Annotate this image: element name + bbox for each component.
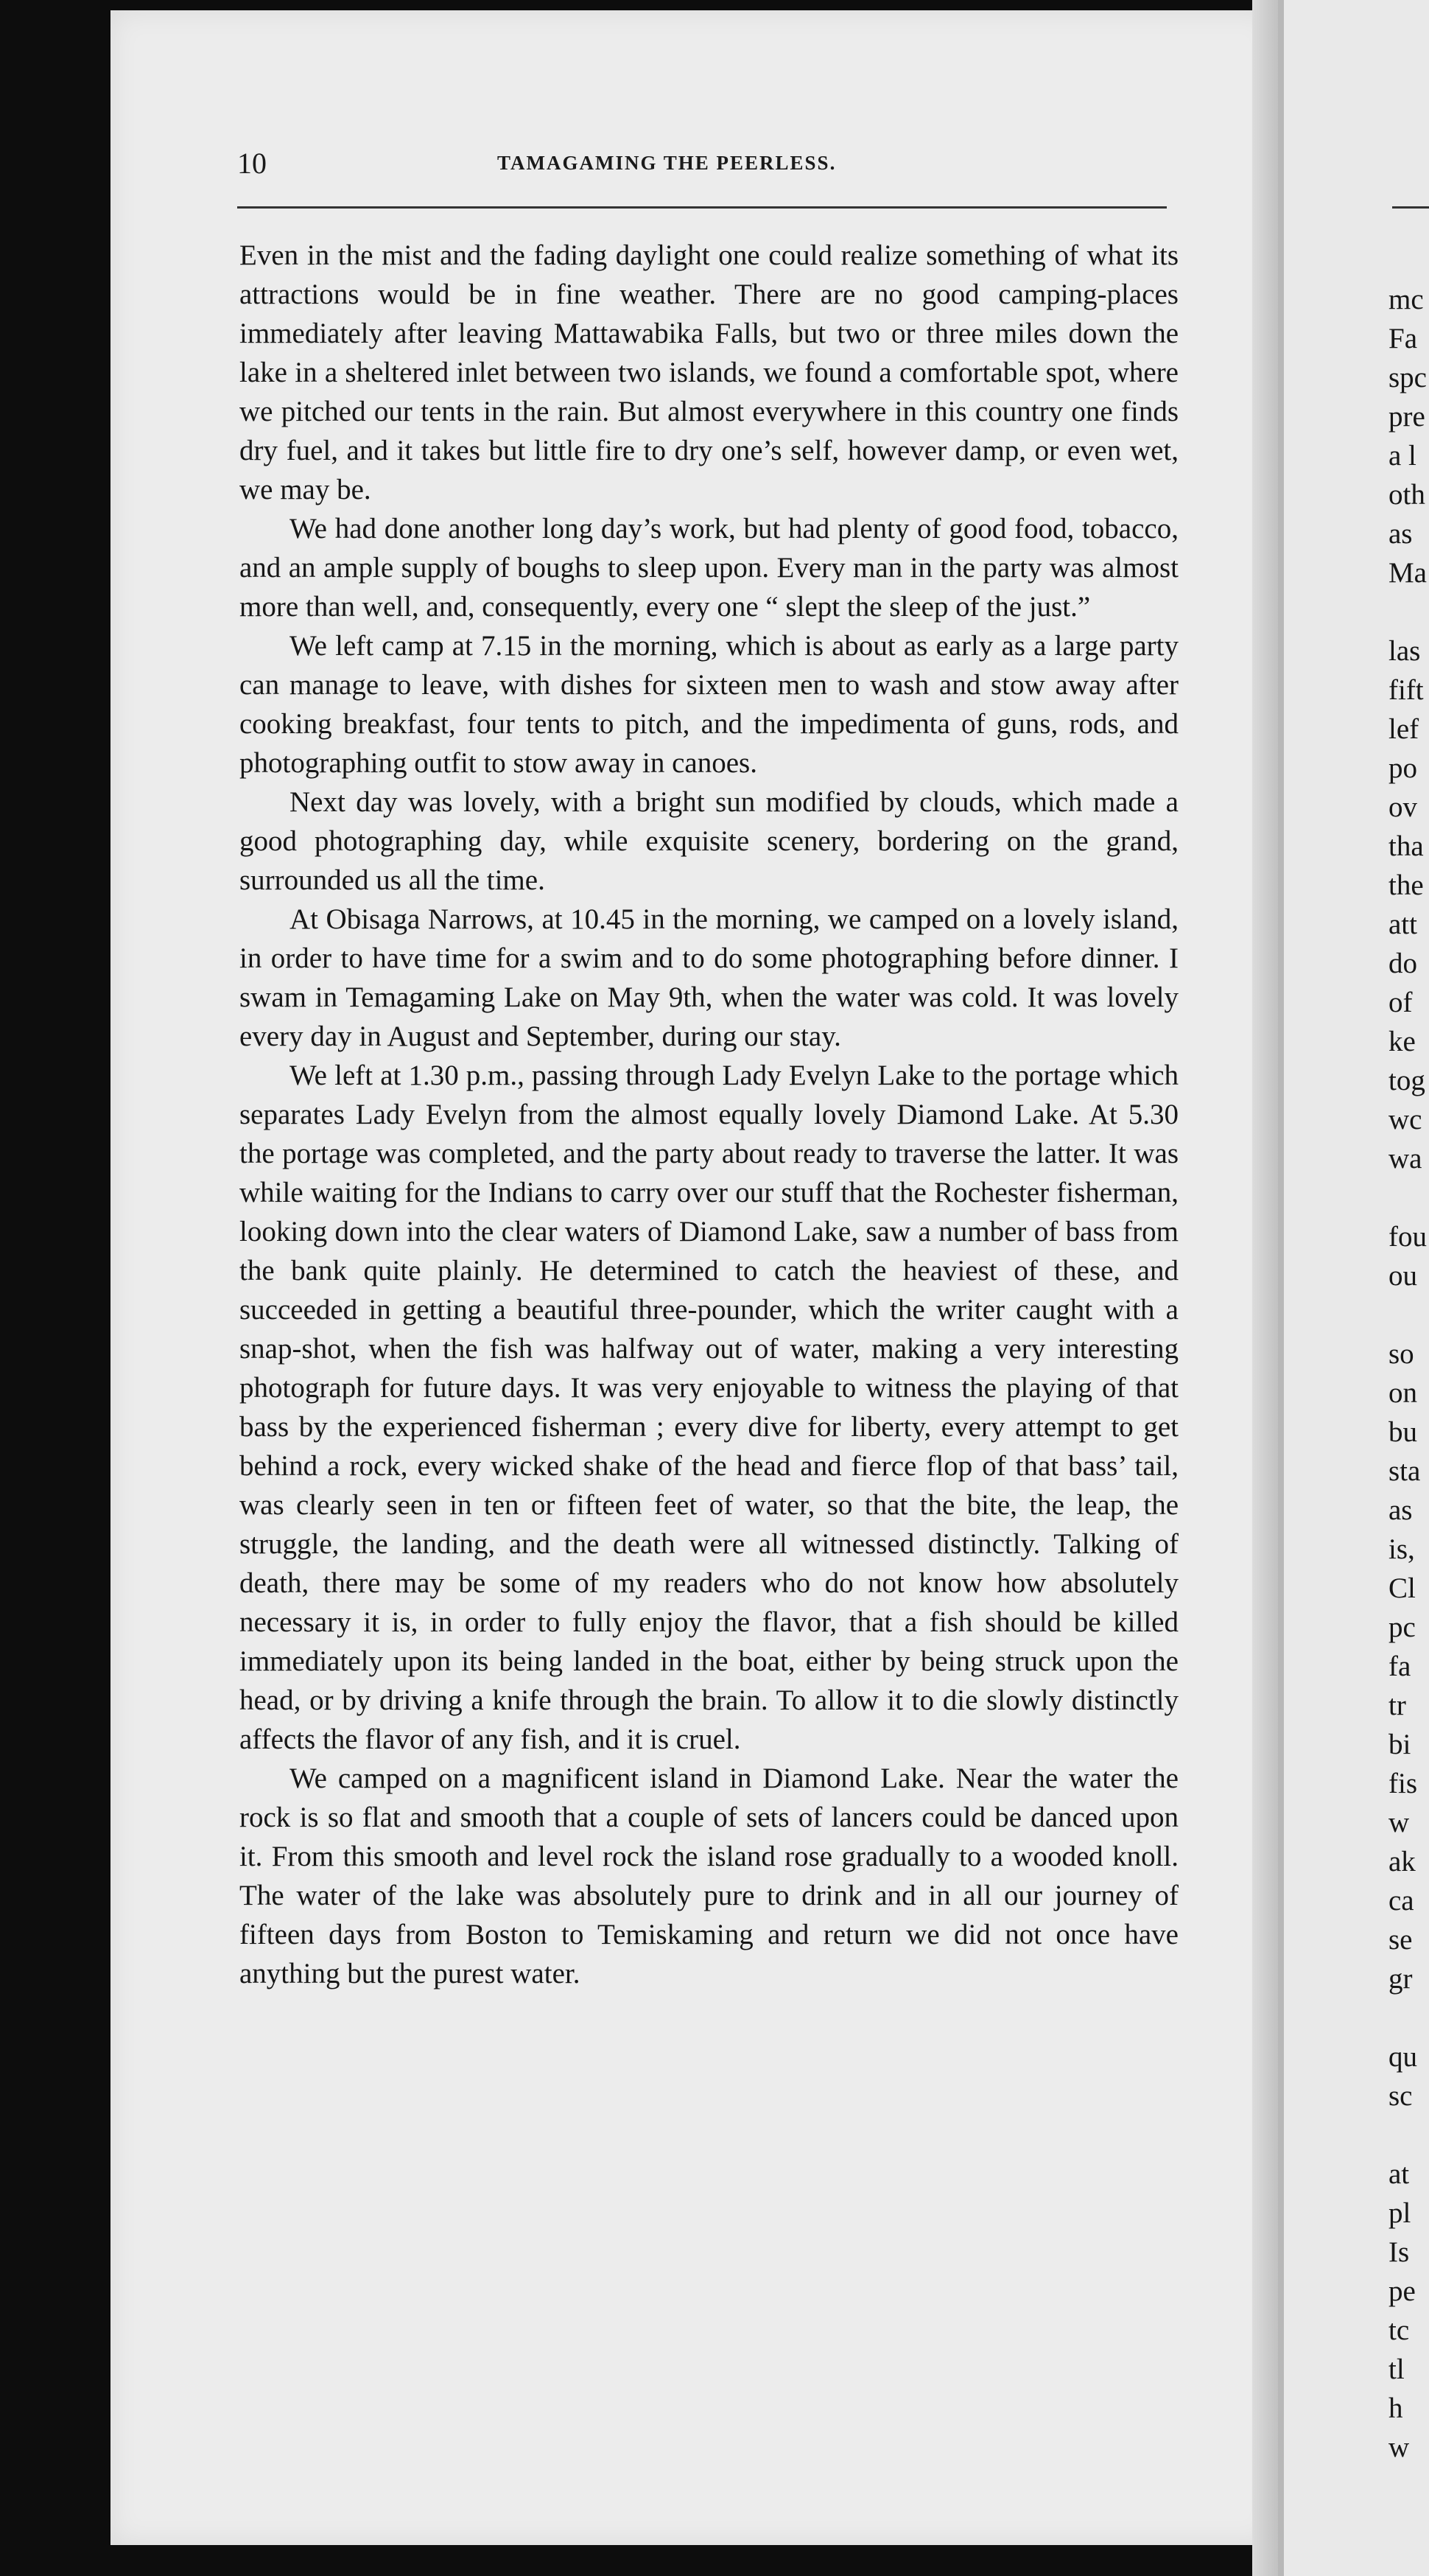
facing-line-fragment: Is — [1388, 2236, 1410, 2268]
facing-line-fragment: att — [1388, 909, 1417, 940]
facing-line-fragment — [1388, 592, 1429, 631]
facing-line-fragment: sc — [1388, 2080, 1413, 2112]
facing-line-fragment: fis — [1388, 1768, 1417, 1799]
paragraph: Next day was lovely, with a bright sun modified by clouds, which made a good photographing day, while exquisite scenery, bordering on the grand, surrounded us all the time. — [239, 786, 1179, 896]
gutter — [1278, 0, 1284, 2576]
binding-shadow — [1252, 0, 1282, 2576]
facing-line-fragment: is, — [1388, 1533, 1415, 1565]
facing-line-fragment: pre — [1388, 401, 1425, 433]
facing-line-fragment — [1388, 1998, 1429, 2037]
facing-line-fragment: at — [1388, 2158, 1410, 2190]
facing-line-fragment: pe — [1388, 2275, 1416, 2307]
facing-line-fragment: ca — [1388, 1885, 1414, 1917]
facing-line-fragment: oth — [1388, 479, 1425, 511]
facing-line-fragment: Ma — [1388, 557, 1427, 589]
header-rule — [237, 206, 1167, 209]
facing-line-fragment: bi — [1388, 1729, 1411, 1760]
facing-line-fragment: las — [1388, 635, 1421, 667]
facing-line-fragment: so — [1388, 1338, 1414, 1370]
facing-line-fragment: pl — [1388, 2197, 1411, 2229]
facing-line-fragment: fou — [1388, 1221, 1427, 1253]
page-number: 10 — [237, 147, 267, 180]
facing-line-fragment: a l — [1388, 440, 1416, 472]
facing-line-fragment — [1388, 1178, 1429, 1217]
facing-page — [1284, 0, 1429, 2576]
paragraph: We left at 1.30 p.m., passing through Lady Evelyn Lake to the portage which separates Lady Evelyn from the almost equally lovely Diamond Lake. At 5.30 the portage was completed, and the party about ready to traverse the latter. It was while waiting for the Indians to carry over our stuff that the Rochester fisherman, looking down into the clear waters of Diamond Lake, saw a number of bass from the bank quite plainly. He determined to catch the heaviest of these, and succeeded in getting a beautiful three-pounder, which the writer caught with a snap-shot, when the fish was halfway out of water, making a very interesting photograph for future days. It was very enjoyable to witness the playing of that bass by the experienced fisherman ; every dive for liberty, every attempt to get behind a rock, every wicked shake of the head and fierce flop of that bass’ tail, was clearly seen in ten or fifteen feet of water, so that the bite, the leap, the struggle, the landing, and the death were all witnessed distinctly. Talking of death, there may be some of my readers who do not know how absolutely necessary it is, in order to fully enjoy the flavor, that a fish should be killed immediately upon its being landed in the boat, either by being struck upon the head, or by driving a knife through the brain. To allow it to die slowly distinctly affects the flavor of any fish, and it is cruel. — [239, 1060, 1179, 1755]
facing-line-fragment: wc — [1388, 1104, 1422, 1135]
facing-line-fragment: ke — [1388, 1026, 1416, 1057]
facing-line-fragment: tc — [1388, 2314, 1410, 2346]
facing-line-fragment: the — [1388, 869, 1424, 901]
facing-line-fragment: tl — [1388, 2353, 1405, 2385]
facing-line-fragment: qu — [1388, 2041, 1417, 2073]
facing-line-fragment: fift — [1388, 674, 1424, 706]
facing-line-fragment: bu — [1388, 1416, 1417, 1448]
facing-line-fragment: wa — [1388, 1143, 1422, 1175]
paragraph: We had done another long day’s work, but had plenty of good food, tobacco, and an ample supply of boughs to sleep upon. Every man in the party was almost more than well, and, consequently, every one “ slept the sleep of the just.” — [239, 513, 1179, 623]
facing-line-fragment: as — [1388, 1494, 1413, 1526]
facing-line-fragment: lef — [1388, 713, 1419, 745]
facing-line-fragment: ak — [1388, 1846, 1416, 1877]
facing-line-fragment: h — [1388, 2393, 1403, 2424]
facing-line-fragment — [1388, 2115, 1429, 2155]
paragraph: At Obisaga Narrows, at 10.45 in the morning, we camped on a lovely island, in order to have time for a swim and to do some photographing before dinner. I swam in Temagaming Lake on May 9th, when the water was cold. It was lovely every day in August and September, during our stay. — [239, 903, 1179, 1052]
facing-line-fragment: fa — [1388, 1651, 1411, 1682]
facing-page-text — [1388, 280, 1429, 2467]
facing-line-fragment: mc — [1388, 284, 1424, 315]
facing-line-fragment: on — [1388, 1377, 1417, 1409]
body-text — [239, 236, 1179, 1993]
facing-line-fragment: se — [1388, 1924, 1413, 1956]
facing-line-fragment: of — [1388, 987, 1413, 1018]
facing-line-fragment: sta — [1388, 1455, 1421, 1487]
facing-line-fragment: pc — [1388, 1611, 1416, 1643]
facing-line-fragment: ov — [1388, 791, 1417, 823]
running-head — [237, 146, 1187, 190]
facing-line-fragment: tog — [1388, 1065, 1425, 1096]
facing-line-fragment — [1388, 1295, 1429, 1334]
paragraph: We left camp at 7.15 in the morning, which is about as early as a large party can manage to leave, with dishes for sixteen men to wash and stow away after cooking breakfast, four tents to pitch, and the impedimenta of guns, rods, and photographing outfit to stow away in canoes. — [239, 630, 1179, 779]
facing-line-fragment: spc — [1388, 362, 1427, 393]
facing-line-fragment: do — [1388, 948, 1417, 979]
facing-line-fragment: tha — [1388, 830, 1424, 862]
facing-line-fragment: ou — [1388, 1260, 1417, 1292]
facing-line-fragment: w — [1388, 1807, 1410, 1838]
facing-header-rule — [1392, 206, 1429, 209]
running-title: TAMAGAMING THE PEERLESS. — [497, 152, 837, 174]
paragraph: Even in the mist and the fading daylight one could realize something of what its attractions would be in fine weather. There are no good camping-places immediately after leaving Mattawabika Falls, but two or three miles down the lake in a sheltered inlet between two islands, we found a comfortable spot, where we pitched our tents in the rain. But almost everywhere in this country one finds dry fuel, and it takes but little fire to dry one’s self, however damp, or even wet, we may be. — [239, 239, 1179, 505]
facing-line-fragment: po — [1388, 752, 1417, 784]
facing-line-fragment: gr — [1388, 1963, 1413, 1995]
facing-line-fragment: tr — [1388, 1690, 1406, 1721]
facing-line-fragment: Cl — [1388, 1572, 1416, 1604]
facing-line-fragment: w — [1388, 2432, 1410, 2463]
paragraph: We camped on a magnificent island in Diamond Lake. Near the water the rock is so flat and smooth that a couple of sets of lancers could be danced upon it. From this smooth and level rock the island rose gradually to a wooded knoll. The water of the lake was absolutely pure to drink and in all our journey of fifteen days from Boston to Temiskaming and return we did not once have anything but the purest water. — [239, 1763, 1179, 1989]
facing-line-fragment: as — [1388, 518, 1413, 550]
facing-line-fragment: Fa — [1388, 323, 1417, 354]
